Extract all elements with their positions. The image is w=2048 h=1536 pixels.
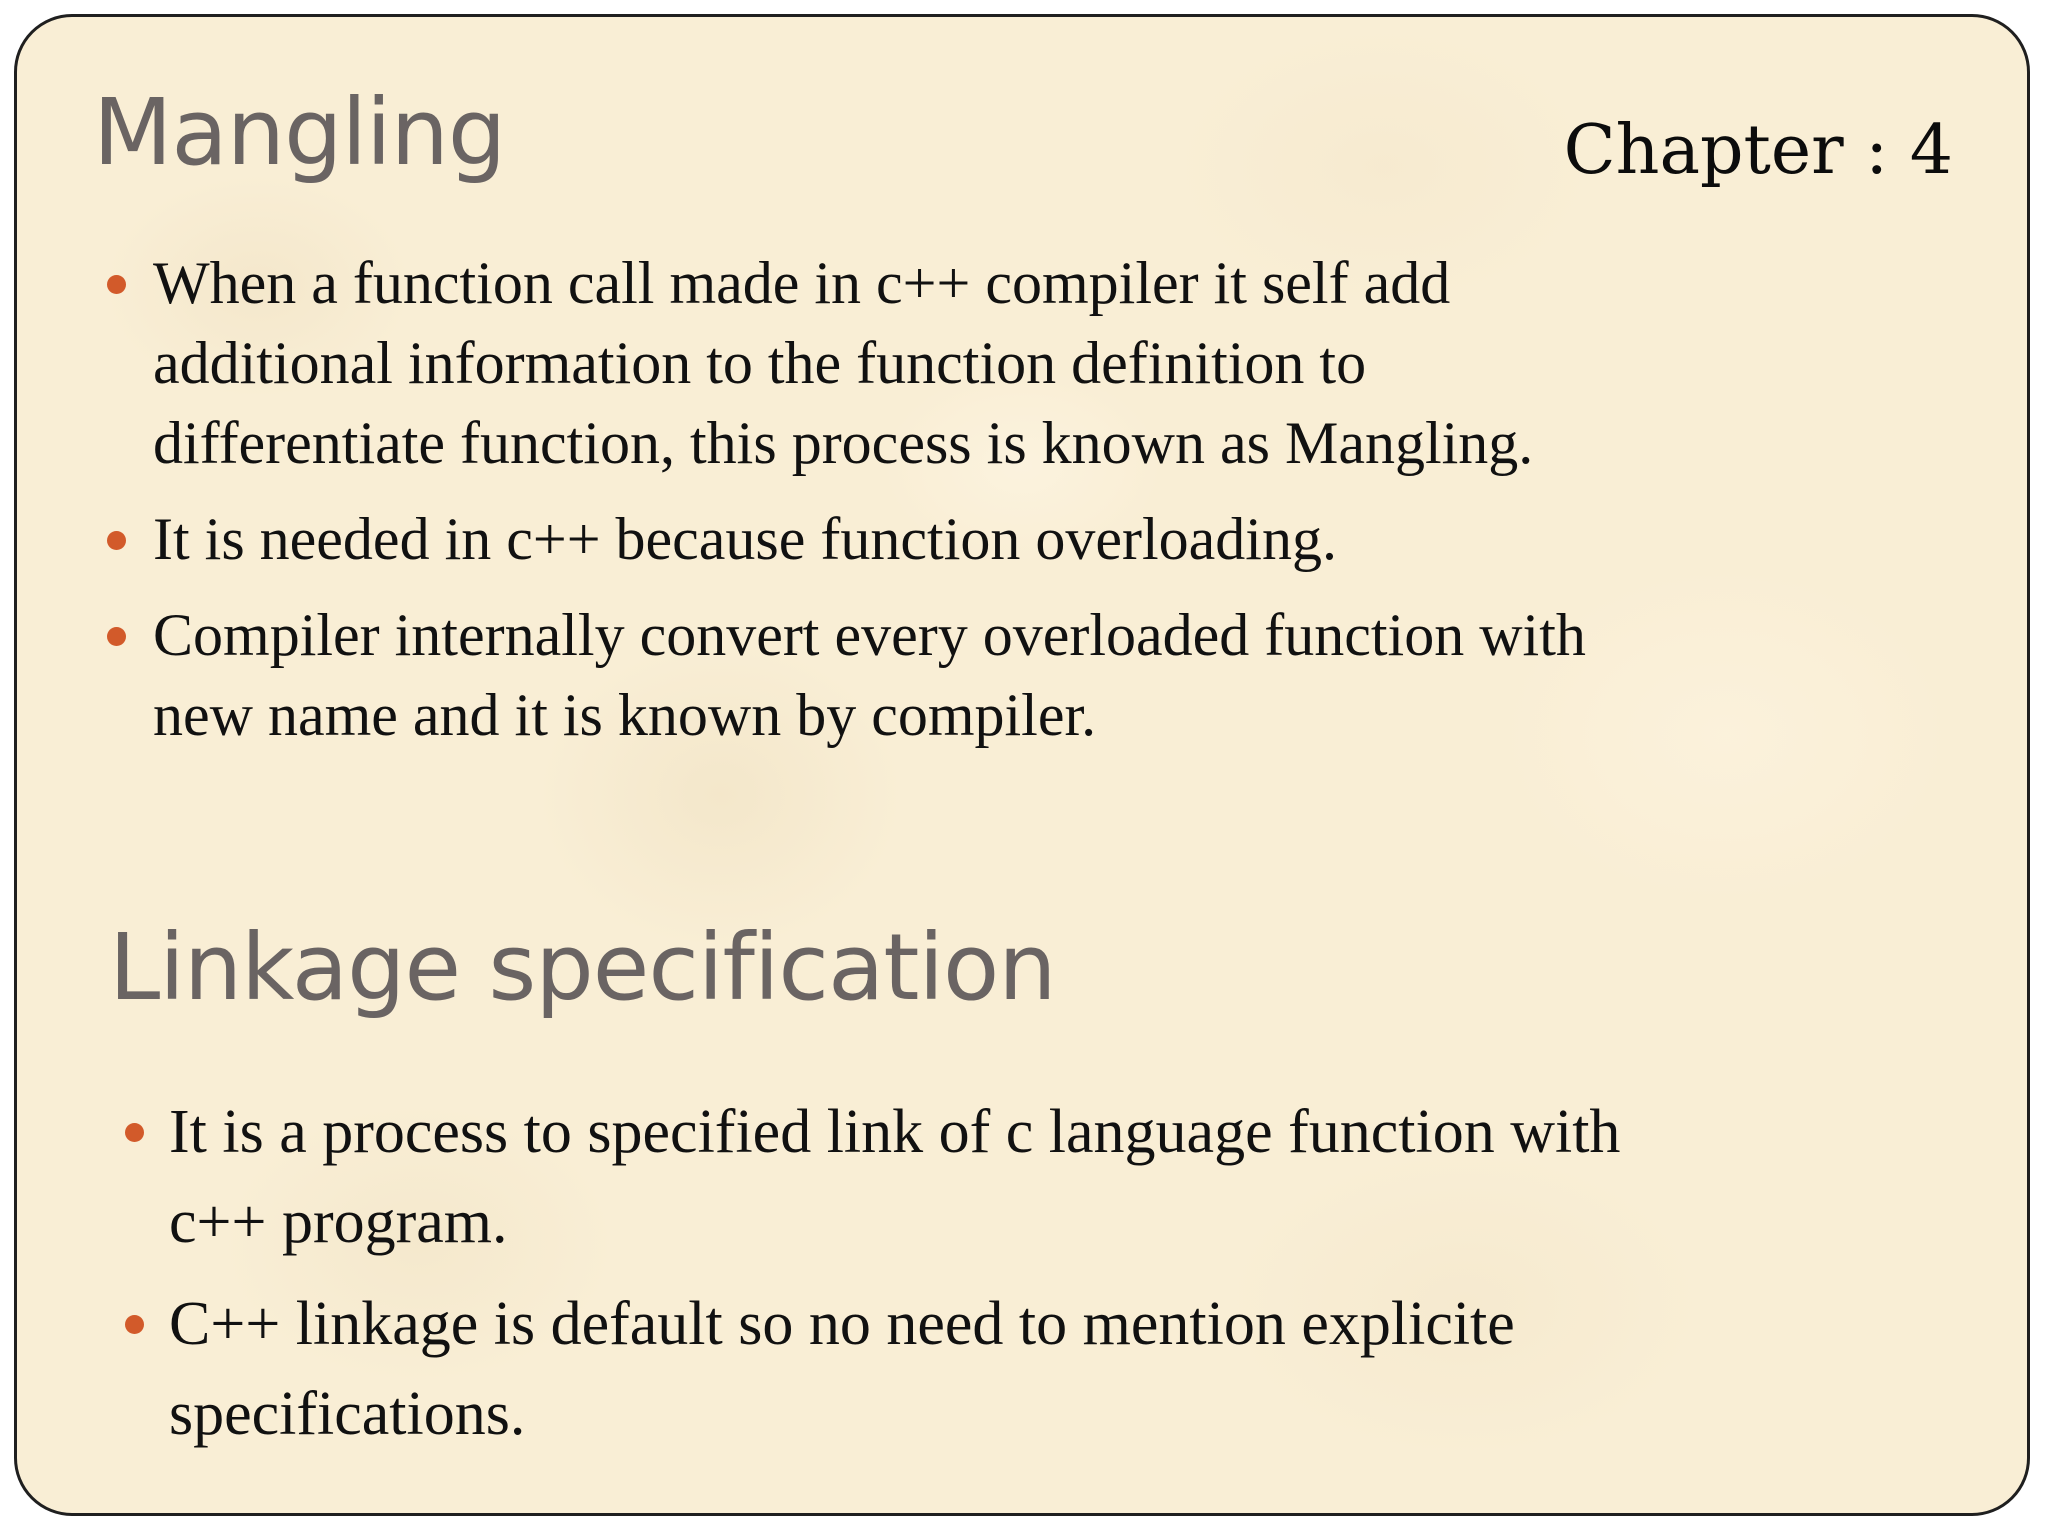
bullet-line: c++ program. bbox=[169, 1188, 508, 1256]
bullet-line: Compiler internally convert every overloaded function with bbox=[153, 602, 1586, 668]
bullet-item bbox=[153, 243, 1586, 483]
section-title-mangling: Mangling bbox=[93, 79, 506, 186]
bullet-line: C++ linkage is default so no need to mention explicite bbox=[169, 1290, 1515, 1358]
chapter-label: Chapter : 4 bbox=[1563, 111, 1953, 190]
bullet-dot-icon bbox=[107, 627, 126, 646]
mangling-bullet-list bbox=[153, 243, 1586, 771]
bullet-dot-icon bbox=[107, 275, 126, 294]
bullet-line: additional information to the function definition to bbox=[153, 330, 1367, 396]
bullet-item bbox=[153, 595, 1586, 755]
bullet-line: It is a process to specified link of c language function with bbox=[169, 1098, 1621, 1166]
bullet-dot-icon bbox=[125, 1123, 144, 1142]
bullet-line: When a function call made in c++ compiler it self add bbox=[153, 250, 1451, 316]
linkage-bullet-list bbox=[169, 1087, 1620, 1471]
bullet-item bbox=[153, 499, 1586, 579]
bullet-line: differentiate function, this process is known as Mangling. bbox=[153, 410, 1534, 476]
section-title-linkage-specification: Linkage specification bbox=[109, 914, 1056, 1021]
slide bbox=[14, 14, 2030, 1516]
bullet-line: new name and it is known by compiler. bbox=[153, 682, 1097, 748]
bullet-dot-icon bbox=[107, 531, 126, 550]
bullet-item bbox=[169, 1087, 1620, 1267]
bullet-line: It is needed in c++ because function overloading. bbox=[153, 506, 1337, 572]
bullet-dot-icon bbox=[125, 1315, 144, 1334]
bullet-line: specifications. bbox=[169, 1380, 526, 1448]
bullet-item bbox=[169, 1279, 1620, 1459]
